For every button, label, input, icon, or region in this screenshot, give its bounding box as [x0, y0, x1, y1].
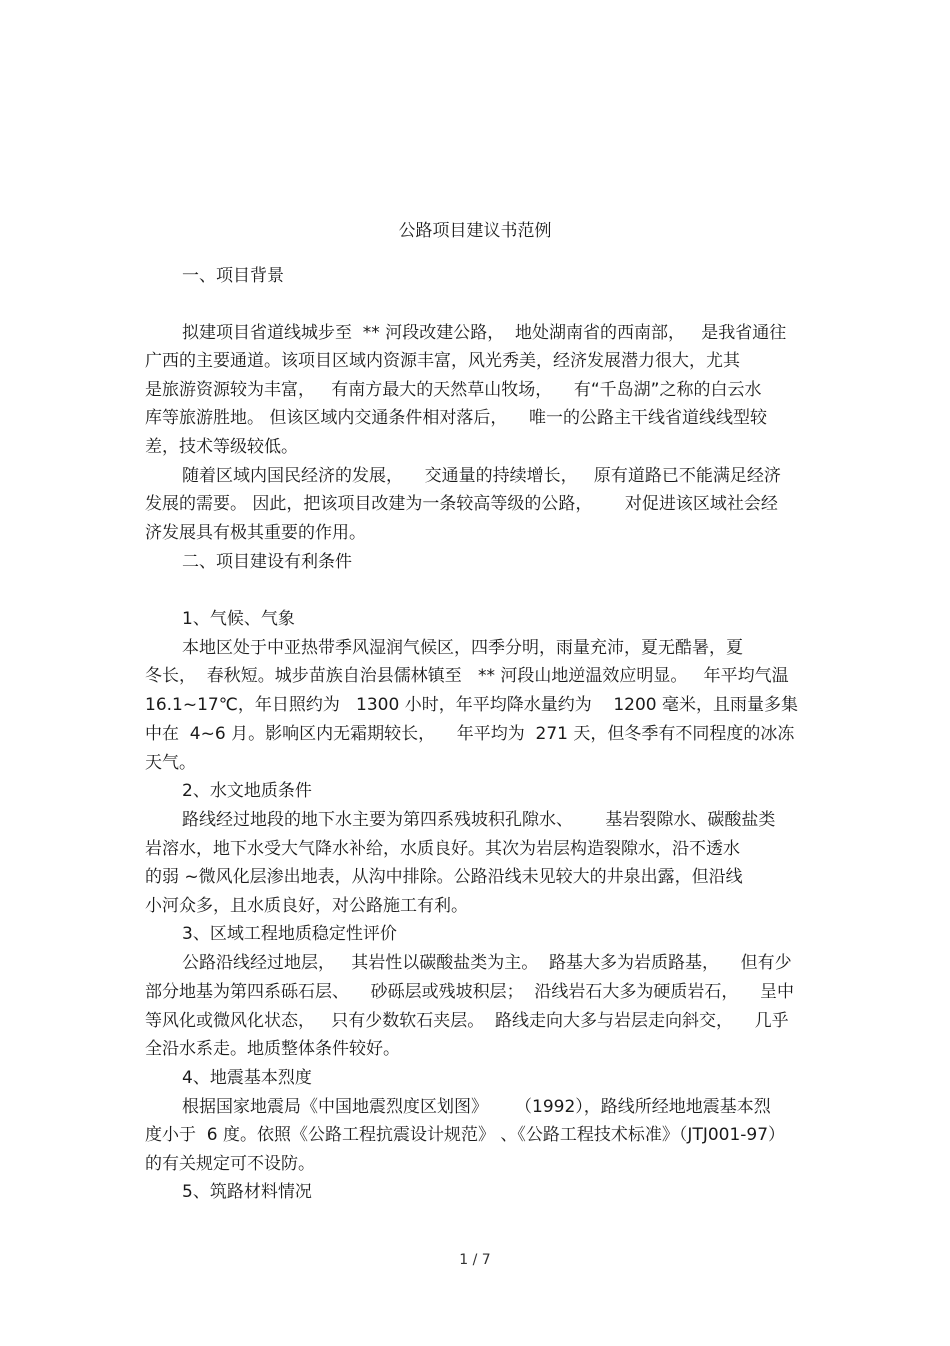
paragraph-line: 差，技术等级较低。 — [145, 437, 298, 457]
paragraph-line: 根据国家地震局《中国地震烈度区划图》 （1992），路线所经地地震基本烈 — [182, 1097, 771, 1117]
paragraph-line: 广西的主要通道。该项目区域内资源丰富，风光秀美，经济发展潜力很大，尤其 — [145, 351, 740, 371]
paragraph-line: 拟建项目省道线城步至 ** 河段改建公路， 地处湖南省的西南部， 是我省通往 — [182, 323, 787, 343]
paragraph-line: 部分地基为第四系砾石层、 砂砾层或残坡积层； 沿线岩石大多为硬质岩石， 呈中 — [145, 982, 795, 1002]
paragraph-line: 冬长， 春秋短。城步苗族自治县儒林镇至 ** 河段山地逆温效应明显。 年平均气温 — [145, 666, 789, 686]
paragraph-line: 是旅游资源较为丰富， 有南方最大的天然草山牧场， 有“千岛湖”之称的白云水 — [145, 380, 762, 400]
paragraph-line: 的弱 ~微风化层渗出地表，从沟中排除。公路沿线未见较大的井泉出露，但沿线 — [145, 867, 743, 887]
page-number: 1 / 7 — [459, 1252, 491, 1268]
document-title: 公路项目建议书范例 — [398, 221, 552, 241]
paragraph-line: 全沿水系走。地质整体条件较好。 — [145, 1039, 400, 1059]
subsection-heading-climate: 1、气候、气象 — [182, 609, 295, 629]
paragraph-line: 小河众多，且水质良好，对公路施工有利。 — [145, 896, 468, 916]
subsection-heading-materials: 5、筑路材料情况 — [182, 1182, 312, 1202]
paragraph-line: 岩溶水，地下水受大气降水补给，水质良好。其次为岩层构造裂隙水，沿不透水 — [145, 839, 740, 859]
subsection-heading-stability: 3、区域工程地质稳定性评价 — [182, 924, 397, 944]
paragraph-line: 库等旅游胜地。 但该区域内交通条件相对落后， 唯一的公路主干线省道线线型较 — [145, 408, 768, 428]
paragraph-line: 路线经过地段的地下水主要为第四系残坡积孔隙水、 基岩裂隙水、碳酸盐类 — [182, 810, 776, 830]
paragraph-line: 公路沿线经过地层， 其岩性以碳酸盐类为主。 路基大多为岩质路基， 但有少 — [182, 953, 792, 973]
paragraph-line: 的有关规定可不设防。 — [145, 1154, 315, 1174]
subsection-heading-seismic: 4、地震基本烈度 — [182, 1068, 312, 1088]
subsection-heading-hydrogeology: 2、水文地质条件 — [182, 781, 312, 801]
paragraph-line: 天气。 — [145, 753, 196, 773]
paragraph-line: 随着区域内国民经济的发展， 交通量的持续增长， 原有道路已不能满足经济 — [182, 466, 781, 486]
section-heading-conditions: 二、项目建设有利条件 — [182, 552, 352, 572]
paragraph-line: 等风化或微风化状态， 只有少数软石夹层。 路线走向大多与岩层走向斜交， 几乎 — [145, 1011, 789, 1031]
paragraph-line: 16.1~17℃，年日照约为 1300 小时，年平均降水量约为 1200 毫米，且雨量多集 — [145, 695, 798, 715]
paragraph-line: 发展的需要。 因此，把该项目改建为一条较高等级的公路， 对促进该区域社会经 — [145, 494, 778, 514]
paragraph-line: 本地区处于中亚热带季风湿润气候区，四季分明，雨量充沛，夏无酷暑，夏 — [182, 638, 743, 658]
paragraph-line: 济发展具有极其重要的作用。 — [145, 523, 366, 543]
section-heading-background: 一、项目背景 — [182, 266, 284, 286]
paragraph-line: 中在 4~6 月。影响区内无霜期较长， 年平均为 271 天，但冬季有不同程度的冰冻 — [145, 724, 795, 744]
paragraph-line: 度小于 6 度。依照《公路工程抗震设计规范》 、《公路工程技术标准》（JTJ001-97） — [145, 1125, 786, 1145]
